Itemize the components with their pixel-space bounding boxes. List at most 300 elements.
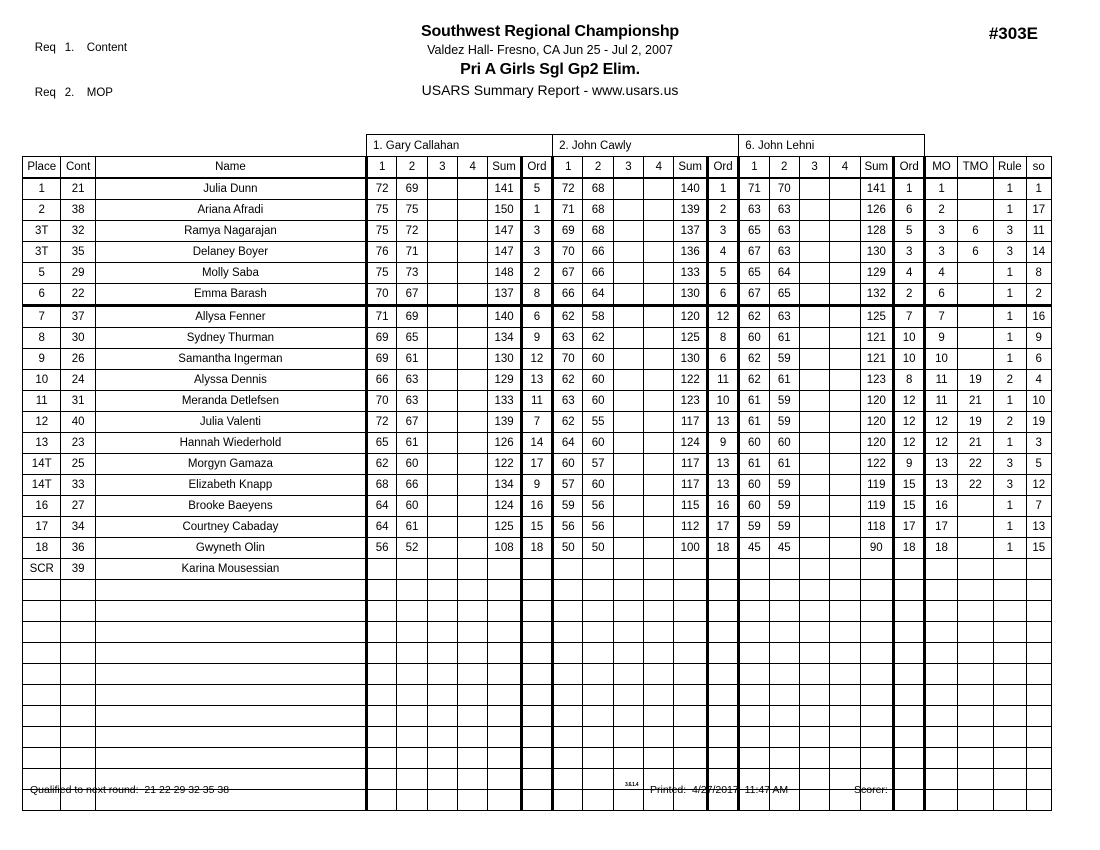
cell-cont: 27 — [61, 496, 95, 517]
cell-j3-4 — [830, 496, 860, 517]
cell-j3-2: 59 — [769, 412, 799, 433]
cell-empty — [1026, 580, 1052, 601]
cell-j2-1: 66 — [553, 284, 583, 306]
cell-j3-ord: 3 — [893, 242, 924, 263]
cell-j2-1: 71 — [553, 200, 583, 221]
cell-name: Ariana Afradi — [95, 200, 366, 221]
cell-empty — [707, 748, 738, 769]
cell-empty — [707, 643, 738, 664]
cell-empty — [95, 580, 366, 601]
cell-j2-1: 50 — [553, 538, 583, 559]
cell-empty — [521, 685, 552, 706]
cell-j3-1: 61 — [739, 412, 769, 433]
cell-j2-ord: 5 — [707, 263, 738, 284]
cell-j1-ord: 3 — [521, 242, 552, 263]
cell-j2-2: 68 — [583, 221, 613, 242]
cell-cont: 31 — [61, 391, 95, 412]
cell-j3-4 — [830, 517, 860, 538]
cell-empty — [95, 706, 366, 727]
cell-j3-4 — [830, 349, 860, 370]
cell-empty — [583, 664, 613, 685]
cell-j1-1: 75 — [366, 200, 396, 221]
cell-j2-sum: 100 — [674, 538, 707, 559]
cell-empty — [23, 664, 61, 685]
cell-empty — [521, 664, 552, 685]
cell-empty — [397, 706, 427, 727]
cell-j1-ord: 17 — [521, 454, 552, 475]
cell-empty — [1026, 727, 1052, 748]
cell-place: 17 — [23, 517, 61, 538]
cell-empty — [925, 748, 957, 769]
cell-j2-1: 63 — [553, 391, 583, 412]
cell-j2-4 — [644, 370, 674, 391]
cell-place: 14T — [23, 454, 61, 475]
cell-empty — [644, 727, 674, 748]
header-j2-3: 3 — [613, 157, 643, 179]
cell-j2-ord: 6 — [707, 284, 738, 306]
cell-empty — [860, 643, 893, 664]
cell-empty — [830, 664, 860, 685]
cell-j2-4 — [644, 454, 674, 475]
cell-j1-sum: 124 — [488, 496, 521, 517]
cell-j3-3 — [799, 200, 829, 221]
cell-empty — [674, 685, 707, 706]
table-row-empty — [23, 580, 1052, 601]
cell-empty — [397, 727, 427, 748]
cell-j2-sum: 112 — [674, 517, 707, 538]
cell-j2-3 — [613, 306, 643, 328]
cell-j2-3 — [613, 391, 643, 412]
header-j1-ord: Ord — [521, 157, 552, 179]
cell-mo: 13 — [925, 454, 957, 475]
cell-empty — [427, 601, 457, 622]
cell-empty — [458, 727, 488, 748]
cell-cont: 25 — [61, 454, 95, 475]
cell-j2-4 — [644, 200, 674, 221]
column-header-row — [23, 157, 1052, 179]
cell-rule: 3 — [994, 454, 1026, 475]
cell-j3-ord: 10 — [893, 349, 924, 370]
cell-rule: 1 — [994, 496, 1026, 517]
cell-j1-sum: 108 — [488, 538, 521, 559]
cell-j3-1 — [739, 559, 769, 580]
cell-so: 4 — [1026, 370, 1052, 391]
cell-j2-2: 56 — [583, 496, 613, 517]
cell-j1-2: 69 — [397, 178, 427, 200]
cell-j1-sum: 130 — [488, 349, 521, 370]
cell-empty — [925, 727, 957, 748]
cell-j1-2: 67 — [397, 284, 427, 306]
cell-empty — [23, 580, 61, 601]
cell-empty — [860, 748, 893, 769]
requirement-label: Req — [34, 42, 56, 54]
cell-empty — [957, 601, 993, 622]
cell-j1-3 — [427, 242, 457, 263]
cell-j3-3 — [799, 433, 829, 454]
cell-empty — [739, 643, 769, 664]
cell-j1-1: 72 — [366, 178, 396, 200]
cell-j3-ord: 17 — [893, 517, 924, 538]
cell-j3-4 — [830, 454, 860, 475]
table-row — [23, 391, 1052, 412]
cell-empty — [994, 601, 1026, 622]
cell-empty — [674, 580, 707, 601]
cell-empty — [488, 664, 521, 685]
cell-cont: 34 — [61, 517, 95, 538]
cell-j3-4 — [830, 475, 860, 496]
cell-j1-sum: 133 — [488, 391, 521, 412]
judge-banner-row — [23, 135, 1052, 157]
cell-tmo — [957, 178, 993, 200]
cell-j2-ord: 17 — [707, 517, 738, 538]
cell-empty — [830, 706, 860, 727]
cell-empty — [366, 727, 396, 748]
cell-tmo — [957, 306, 993, 328]
cell-place: 2 — [23, 200, 61, 221]
cell-j1-4 — [458, 284, 488, 306]
cell-cont: 33 — [61, 475, 95, 496]
cell-empty — [799, 727, 829, 748]
table-row — [23, 284, 1052, 306]
cell-j3-4 — [830, 306, 860, 328]
cell-j3-ord: 12 — [893, 412, 924, 433]
cell-j1-4 — [458, 517, 488, 538]
cell-empty — [893, 685, 924, 706]
cell-j2-3 — [613, 475, 643, 496]
cell-empty — [521, 580, 552, 601]
cell-so: 3 — [1026, 433, 1052, 454]
requirement-number: 1. — [64, 42, 75, 54]
cell-empty — [830, 685, 860, 706]
cell-j1-2: 60 — [397, 496, 427, 517]
header-j1-1: 1 — [366, 157, 396, 179]
cell-j1-1: 62 — [366, 454, 396, 475]
cell-j1-1: 64 — [366, 496, 396, 517]
cell-j1-1: 68 — [366, 475, 396, 496]
header-j1-2: 2 — [397, 157, 427, 179]
cell-empty — [95, 685, 366, 706]
cell-place: 5 — [23, 263, 61, 284]
cell-empty — [707, 664, 738, 685]
cell-j2-sum: 130 — [674, 284, 707, 306]
cell-j1-4 — [458, 221, 488, 242]
cell-empty — [957, 622, 993, 643]
cell-j3-3 — [799, 538, 829, 559]
cell-empty — [397, 643, 427, 664]
cell-j2-sum: 115 — [674, 496, 707, 517]
cell-j3-2: 64 — [769, 263, 799, 284]
cell-j1-ord: 9 — [521, 475, 552, 496]
cell-j3-4 — [830, 284, 860, 306]
cell-cont: 26 — [61, 349, 95, 370]
cell-j3-ord: 15 — [893, 496, 924, 517]
report-subtitle: USARS Summary Report - www.usars.us — [421, 82, 679, 98]
cell-cont: 29 — [61, 263, 95, 284]
cell-rule: 1 — [994, 391, 1026, 412]
cell-j3-4 — [830, 178, 860, 200]
cell-cont: 38 — [61, 200, 95, 221]
cell-tmo — [957, 496, 993, 517]
cell-name: Julia Dunn — [95, 178, 366, 200]
cell-j3-2 — [769, 559, 799, 580]
cell-j2-ord: 13 — [707, 475, 738, 496]
cell-j1-2: 75 — [397, 200, 427, 221]
table-row-empty — [23, 727, 1052, 748]
cell-j2-3 — [613, 284, 643, 306]
cell-empty — [707, 601, 738, 622]
cell-empty — [860, 685, 893, 706]
cell-empty — [583, 601, 613, 622]
cell-empty — [583, 643, 613, 664]
cell-name: Allysa Fenner — [95, 306, 366, 328]
cell-empty — [893, 622, 924, 643]
event-title: Southwest Regional Championshp — [420, 23, 679, 40]
cell-j3-1: 65 — [739, 263, 769, 284]
cell-j2-3 — [613, 559, 643, 580]
cell-cont: 36 — [61, 538, 95, 559]
cell-empty — [427, 706, 457, 727]
cell-j3-3 — [799, 370, 829, 391]
cell-j1-ord: 2 — [521, 263, 552, 284]
cell-empty — [994, 643, 1026, 664]
table-row-empty — [23, 622, 1052, 643]
cell-empty — [366, 685, 396, 706]
cell-empty — [427, 643, 457, 664]
cell-j2-3 — [613, 433, 643, 454]
cell-j2-ord: 10 — [707, 391, 738, 412]
cell-j1-ord: 18 — [521, 538, 552, 559]
cell-j1-3 — [427, 496, 457, 517]
cell-j1-4 — [458, 475, 488, 496]
cell-empty — [1026, 601, 1052, 622]
cell-empty — [458, 643, 488, 664]
cell-empty — [553, 748, 583, 769]
cell-empty — [427, 685, 457, 706]
cell-j3-3 — [799, 412, 829, 433]
cell-empty — [769, 580, 799, 601]
cell-cont: 23 — [61, 433, 95, 454]
cell-empty — [427, 727, 457, 748]
header-j2-sum: Sum — [674, 157, 707, 179]
cell-j3-sum: 129 — [860, 263, 893, 284]
cell-j1-1: 70 — [366, 391, 396, 412]
cell-j1-1: 72 — [366, 412, 396, 433]
cell-j3-2: 61 — [769, 454, 799, 475]
judge-3-name: 6. John Lehni — [739, 135, 925, 157]
cell-empty — [769, 601, 799, 622]
cell-empty — [583, 622, 613, 643]
cell-j2-sum: 123 — [674, 391, 707, 412]
cell-empty — [61, 622, 95, 643]
title-block — [0, 22, 1100, 100]
cell-empty — [488, 580, 521, 601]
cell-j3-4 — [830, 559, 860, 580]
cell-j2-sum: 139 — [674, 200, 707, 221]
cell-j2-4 — [644, 349, 674, 370]
cell-empty — [488, 685, 521, 706]
cell-j2-2: 68 — [583, 178, 613, 200]
cell-j1-3 — [427, 178, 457, 200]
cell-j2-1: 62 — [553, 412, 583, 433]
cell-cont: 22 — [61, 284, 95, 306]
cell-name: Molly Saba — [95, 263, 366, 284]
cell-empty — [994, 748, 1026, 769]
cell-j1-3 — [427, 475, 457, 496]
cell-name: Hannah Wiederhold — [95, 433, 366, 454]
cell-j1-1 — [366, 559, 396, 580]
cell-name: Elizabeth Knapp — [95, 475, 366, 496]
cell-j1-3 — [427, 559, 457, 580]
qualified-list: 21 22 29 32 35 38 — [144, 784, 230, 796]
cell-empty — [994, 664, 1026, 685]
cell-j1-2: 63 — [397, 391, 427, 412]
cell-j1-4 — [458, 200, 488, 221]
cell-j2-1: 57 — [553, 475, 583, 496]
cell-j2-2: 56 — [583, 517, 613, 538]
cell-tmo — [957, 284, 993, 306]
cell-j2-sum: 130 — [674, 349, 707, 370]
cell-so: 13 — [1026, 517, 1052, 538]
cell-place: 11 — [23, 391, 61, 412]
cell-j1-3 — [427, 306, 457, 328]
table-row — [23, 538, 1052, 559]
cell-j1-1: 65 — [366, 433, 396, 454]
cell-j1-4 — [458, 242, 488, 263]
cell-j1-2: 71 — [397, 242, 427, 263]
cell-j3-4 — [830, 391, 860, 412]
cell-j3-3 — [799, 349, 829, 370]
cell-empty — [925, 664, 957, 685]
cell-j3-2: 61 — [769, 328, 799, 349]
header-name: Name — [95, 157, 366, 179]
cell-j1-sum: 139 — [488, 412, 521, 433]
cell-empty — [799, 601, 829, 622]
cell-place: 16 — [23, 496, 61, 517]
cell-empty — [553, 643, 583, 664]
cell-so: 15 — [1026, 538, 1052, 559]
cell-j1-sum: 141 — [488, 178, 521, 200]
cell-j1-ord — [521, 559, 552, 580]
table-row — [23, 328, 1052, 349]
header-j1-sum: Sum — [488, 157, 521, 179]
cell-tmo — [957, 349, 993, 370]
cell-name: Sydney Thurman — [95, 328, 366, 349]
cell-empty — [427, 622, 457, 643]
cell-empty — [458, 664, 488, 685]
cell-j1-3 — [427, 200, 457, 221]
cell-cont: 40 — [61, 412, 95, 433]
cell-j3-4 — [830, 221, 860, 242]
cell-empty — [739, 601, 769, 622]
table-row — [23, 412, 1052, 433]
cell-j2-2: 66 — [583, 242, 613, 263]
cell-empty — [707, 727, 738, 748]
cell-j2-sum: 117 — [674, 475, 707, 496]
header-rule: Rule — [994, 157, 1026, 179]
cell-j2-1: 69 — [553, 221, 583, 242]
cell-empty — [488, 601, 521, 622]
cell-empty — [739, 664, 769, 685]
cell-empty — [458, 580, 488, 601]
cell-rule: 1 — [994, 328, 1026, 349]
cell-empty — [769, 727, 799, 748]
cell-empty — [488, 706, 521, 727]
cell-j1-2: 72 — [397, 221, 427, 242]
cell-j3-2: 59 — [769, 496, 799, 517]
cell-j2-2: 60 — [583, 349, 613, 370]
cell-j3-ord: 7 — [893, 306, 924, 328]
event-division: Pri A Girls Sgl Gp2 Elim. — [460, 61, 640, 78]
cell-j1-sum: 150 — [488, 200, 521, 221]
cell-empty — [553, 727, 583, 748]
cell-j2-4 — [644, 538, 674, 559]
cell-j3-1: 45 — [739, 538, 769, 559]
cell-j2-ord — [707, 559, 738, 580]
cell-j2-3 — [613, 200, 643, 221]
cell-empty — [893, 601, 924, 622]
score-sheet-table — [22, 134, 1052, 811]
cell-j1-ord: 6 — [521, 306, 552, 328]
cell-empty — [366, 601, 396, 622]
cell-mo: 2 — [925, 200, 957, 221]
cell-place: 9 — [23, 349, 61, 370]
cell-j3-ord: 4 — [893, 263, 924, 284]
cell-empty — [739, 706, 769, 727]
cell-name: Meranda Detlefsen — [95, 391, 366, 412]
cell-j2-2: 55 — [583, 412, 613, 433]
cell-empty — [366, 580, 396, 601]
cell-j3-2: 63 — [769, 200, 799, 221]
cell-empty — [427, 748, 457, 769]
cell-empty — [95, 643, 366, 664]
cell-so: 19 — [1026, 412, 1052, 433]
cell-so: 17 — [1026, 200, 1052, 221]
cell-j2-ord: 13 — [707, 454, 738, 475]
cell-j2-ord: 11 — [707, 370, 738, 391]
cell-j1-3 — [427, 517, 457, 538]
header-j3-sum: Sum — [860, 157, 893, 179]
cell-j2-sum: 137 — [674, 221, 707, 242]
cell-j2-1: 67 — [553, 263, 583, 284]
cell-empty — [860, 706, 893, 727]
cell-j1-2: 63 — [397, 370, 427, 391]
cell-empty — [830, 727, 860, 748]
table-row — [23, 475, 1052, 496]
cell-j1-4 — [458, 328, 488, 349]
cell-empty — [583, 685, 613, 706]
cell-empty — [553, 685, 583, 706]
cell-j3-4 — [830, 200, 860, 221]
judge-banner-spacer — [23, 135, 367, 157]
cell-j2-4 — [644, 221, 674, 242]
cell-j1-1: 71 — [366, 306, 396, 328]
cell-j2-4 — [644, 517, 674, 538]
cell-so: 11 — [1026, 221, 1052, 242]
cell-empty — [957, 685, 993, 706]
header-j2-ord: Ord — [707, 157, 738, 179]
cell-empty — [521, 622, 552, 643]
header-tmo: TMO — [957, 157, 993, 179]
cell-empty — [613, 748, 643, 769]
cell-j1-2: 73 — [397, 263, 427, 284]
cell-j2-sum: 117 — [674, 412, 707, 433]
cell-so: 8 — [1026, 263, 1052, 284]
cell-empty — [23, 706, 61, 727]
cell-j2-3 — [613, 221, 643, 242]
cell-place: 3T — [23, 221, 61, 242]
cell-cont: 37 — [61, 306, 95, 328]
cell-empty — [769, 643, 799, 664]
